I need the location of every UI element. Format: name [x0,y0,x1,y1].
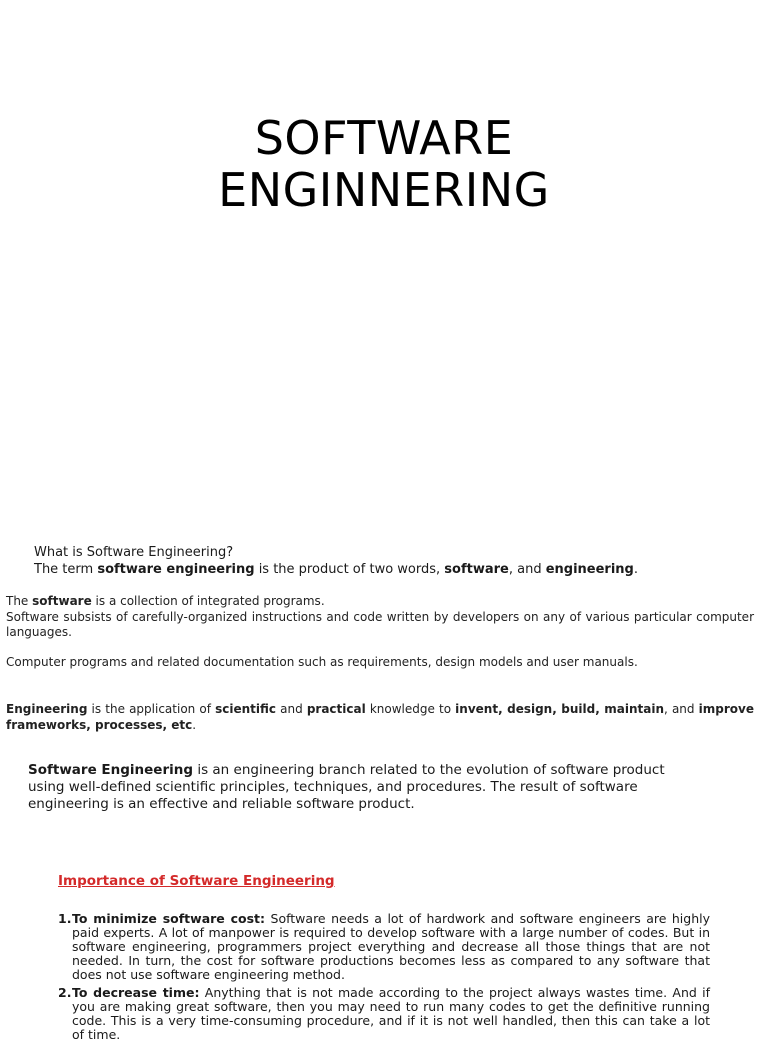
software-post: is a collection of integrated programs. [91,594,325,608]
importance-heading: Importance of Software Engineering [58,873,335,889]
computer-programs-text: Computer programs and related documentation such as requirements, design models and user manuals. [6,655,638,669]
list-item [56,986,710,1042]
list-item-text: Software needs a lot of hardwork and software engineers are highly paid experts. A lot of manpower is required to develop software with a large number of codes. But in software engineering, programmers project everything and decrease all those things that are not needed. In turn, the cost for software productions becomes less as compared to any software that does not use software engineering method. [72,911,710,982]
intro-term-pre: The term [34,562,98,577]
title-line-2: ENGINNERING [218,163,550,217]
se-rest: is an engineering branch related to the evolution of software product using well-defined scientific principles, techniques, and procedures. The result of software engineering is an effective and reliable software product. [28,762,665,812]
intro-term-bold: software engineering [97,562,255,577]
title-line-1: SOFTWARE [254,111,514,165]
intro-block [34,544,754,578]
eng-text-3: knowledge to [365,702,456,716]
eng-bold-improve: improve frameworks, processes, etc [6,702,754,732]
intro-term-line [34,561,754,578]
software-engineering-definition [28,762,688,813]
engineering-definition [6,702,754,733]
eng-text-2: and [276,702,307,716]
intro-period: . [633,562,638,577]
intro-term-mid: is the product of two words, [254,562,445,577]
eng-bold-scientific: scientific [215,702,276,716]
eng-text-5: . [192,717,197,732]
intro-word-and: , and [508,562,546,577]
list-item-bold: To minimize software cost: [72,911,266,926]
intro-word-software: software [444,562,509,577]
software-definition [6,594,754,641]
eng-bold-verbs: invent, design, build, maintain [455,702,665,716]
intro-word-engineering: engineering [545,562,634,577]
se-bold: Software Engineering [28,762,194,778]
list-item-number: 2. [58,985,72,1000]
list-item-bold: To decrease time: [72,985,200,1000]
list-item [56,912,710,982]
eng-bold-practical: practical [306,702,366,716]
eng-text-1: is the application of [87,702,216,716]
intro-question: What is Software Engineering? [34,545,234,560]
list-item-number: 1. [58,911,72,926]
software-line-1 [6,594,754,610]
document-title [0,112,768,216]
list-item-text: Anything that is not made according to the project always wastes time. And if you are making great software, then you may need to run many codes to get the definitive running code. This is a very time-consuming procedure, and if it is not well handled, then this can take a lot of time. [72,985,711,1042]
eng-bold-engineering: Engineering [6,702,88,716]
software-line-2: Software subsists of carefully-organized instructions and code written by developers on any of various particular computer languages. [6,609,754,639]
software-bold: software [32,594,92,608]
importance-list [56,912,710,1046]
eng-text-4: , and [664,702,699,716]
software-pre: The [6,594,33,608]
